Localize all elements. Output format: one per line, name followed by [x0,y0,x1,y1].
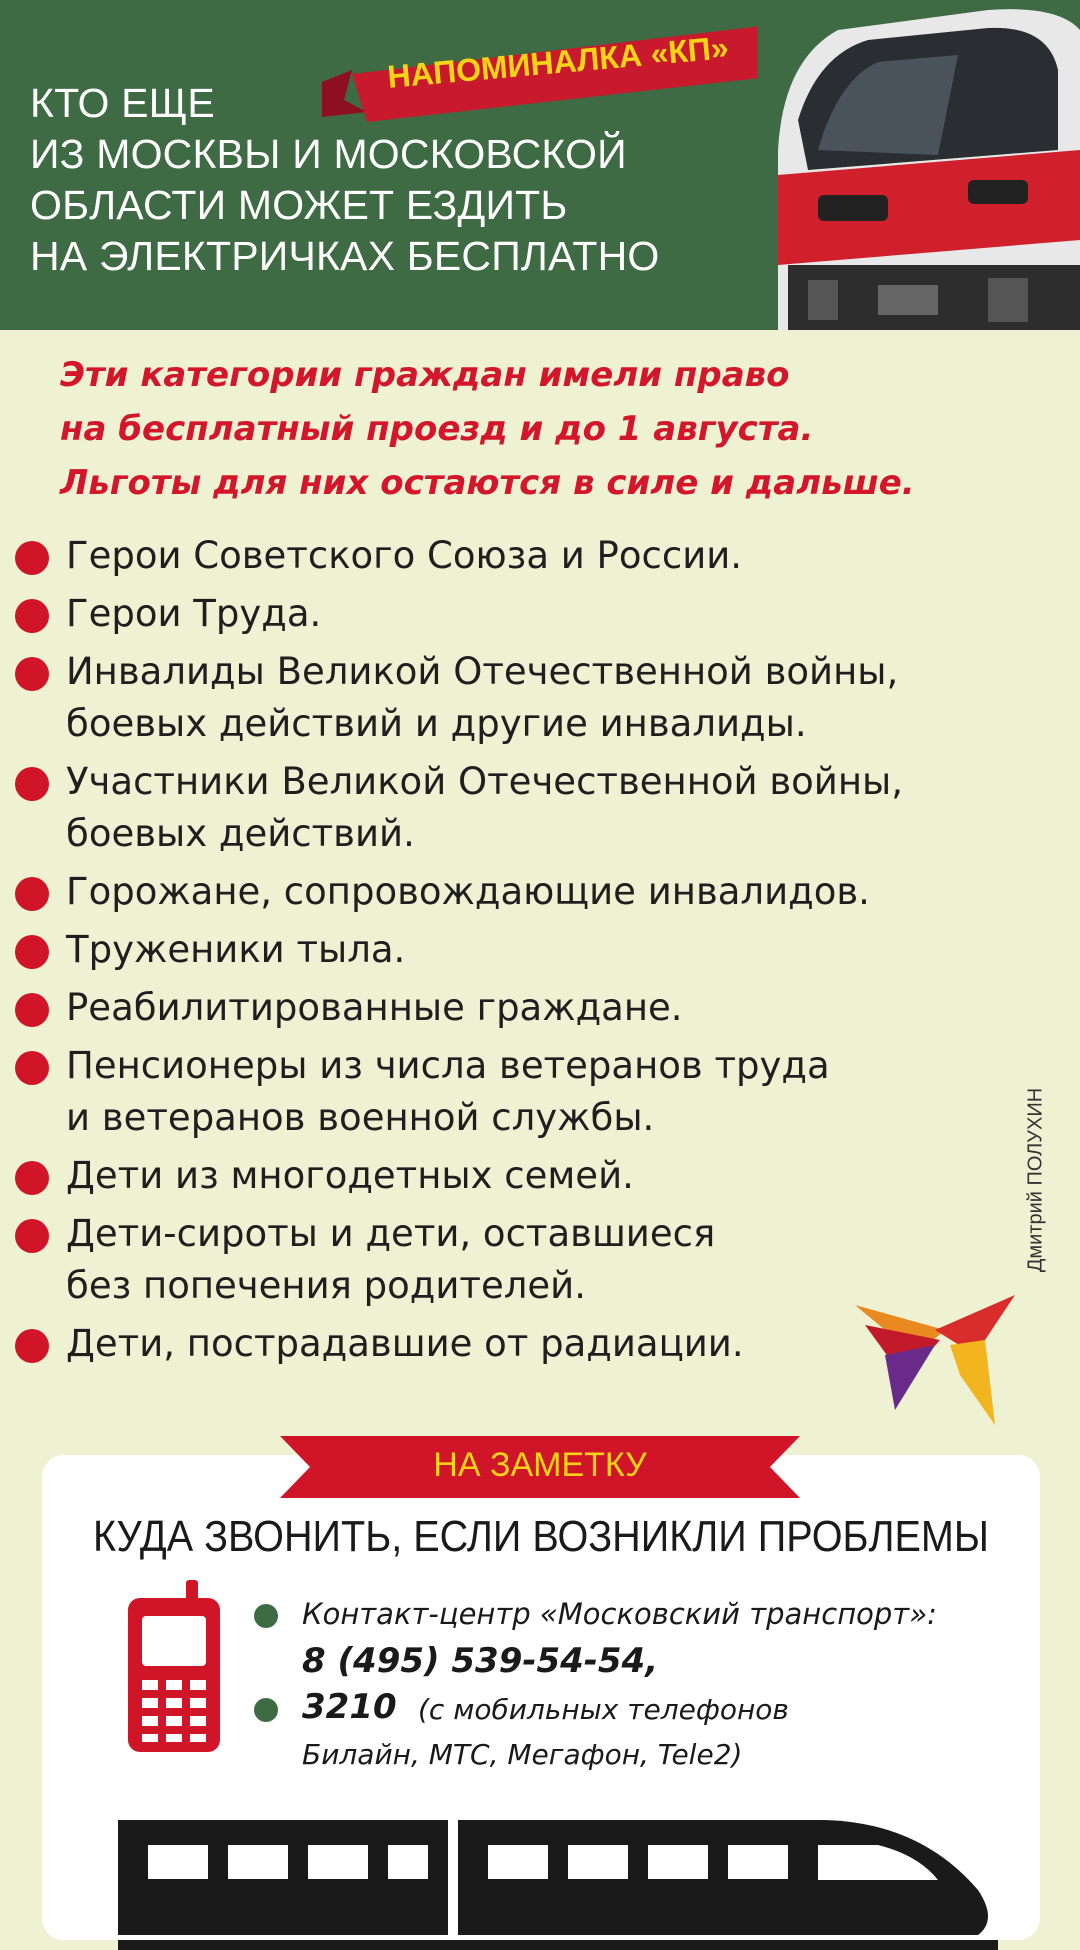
bullet-icon [15,767,49,801]
benefit-text: и ветеранов военной службы. [66,1096,655,1139]
bullet-icon [15,1219,49,1253]
train-silhouette [118,1800,998,1950]
benefit-text: без попечения родителей. [66,1264,586,1307]
title-line: КТО ЕЩЕ [30,80,215,126]
benefit-item [0,1150,1000,1202]
benefit-text: Дети, пострадавшие от радиации. [66,1322,744,1365]
bullet-icon [15,1329,49,1363]
contact-center-label: Контакт-центр «Московский транспорт»: [302,1597,937,1631]
intro-line: на бесплатный проезд и до 1 августа. [60,409,814,449]
contact-bullet [254,1698,278,1722]
phone-main: 8 (495) 539-54-54, [302,1641,659,1681]
photo-credit-text: Дмитрий ПОЛУХИН [1024,1087,1047,1273]
benefit-item [0,982,1000,1034]
benefit-item [0,1040,1000,1144]
bullet-icon [15,599,49,633]
contact-bullet [254,1604,278,1628]
benefit-text: Герои Труда. [66,592,322,635]
benefit-item [0,646,1000,750]
intro-line: Эти категории граждан имели право [60,355,790,395]
benefit-text: боевых действий. [66,812,415,855]
bullet-icon [15,993,49,1027]
operators-list: Билайн, МТС, Мегафон, Tele2) [302,1738,743,1771]
page-title [30,78,710,282]
bullet-icon [15,877,49,911]
benefit-text: Пенсионеры из числа ветеранов труда [66,1044,830,1087]
benefit-text: Участники Великой Отечественной войны, [66,760,904,803]
intro-line: Льготы для них остаются в силе и дальше. [60,463,915,503]
bullet-icon [15,1161,49,1195]
benefit-text: Инвалиды Великой Отечественной войны, [66,650,899,693]
benefit-text: Горожане, сопровождающие инвалидов. [66,870,870,913]
benefit-item [0,1208,1000,1312]
bullet-icon [15,1051,49,1085]
benefit-item [0,1318,1000,1370]
benefit-text: Дети из многодетных семей. [66,1154,634,1197]
title-line: НА ЭЛЕКТРИЧКАХ БЕСПЛАТНО [30,233,660,279]
banner-label: НАПОМИНАЛКА «КП» [386,29,730,95]
note-ribbon-label: НА ЗАМЕТКУ [433,1446,647,1484]
benefit-text: боевых действий и другие инвалиды. [66,702,807,745]
train-photo [758,0,1080,330]
benefit-item [0,866,1000,918]
phone-short: 3210 [302,1687,397,1727]
note-heading: КУДА ЗВОНИТЬ, ЕСЛИ ВОЗНИКЛИ ПРОБЛЕМЫ [93,1512,989,1561]
benefit-text: Дети-сироты и дети, оставшиеся [66,1212,716,1255]
title-line: ОБЛАСТИ МОЖЕТ ЕЗДИТЬ [30,182,568,228]
phone-short-note: (с мобильных телефонов [418,1693,789,1726]
benefit-item [0,530,1000,582]
benefit-text: Труженики тыла. [66,928,406,971]
mobile-phone-icon [128,1580,220,1752]
benefit-item [0,756,1000,860]
intro-text [60,348,1060,510]
benefit-text: Реабилитированные граждане. [66,986,683,1029]
benefit-item [0,924,1000,976]
title-line: ИЗ МОСКВЫ И МОСКОВСКОЙ [30,131,627,177]
bullet-icon [15,935,49,969]
bird-logo [855,1285,1015,1425]
bullet-icon [15,657,49,691]
bullet-icon [15,541,49,575]
benefit-text: Герои Советского Союза и России. [66,534,743,577]
benefits-list [0,530,1000,1376]
benefit-item [0,588,1000,640]
